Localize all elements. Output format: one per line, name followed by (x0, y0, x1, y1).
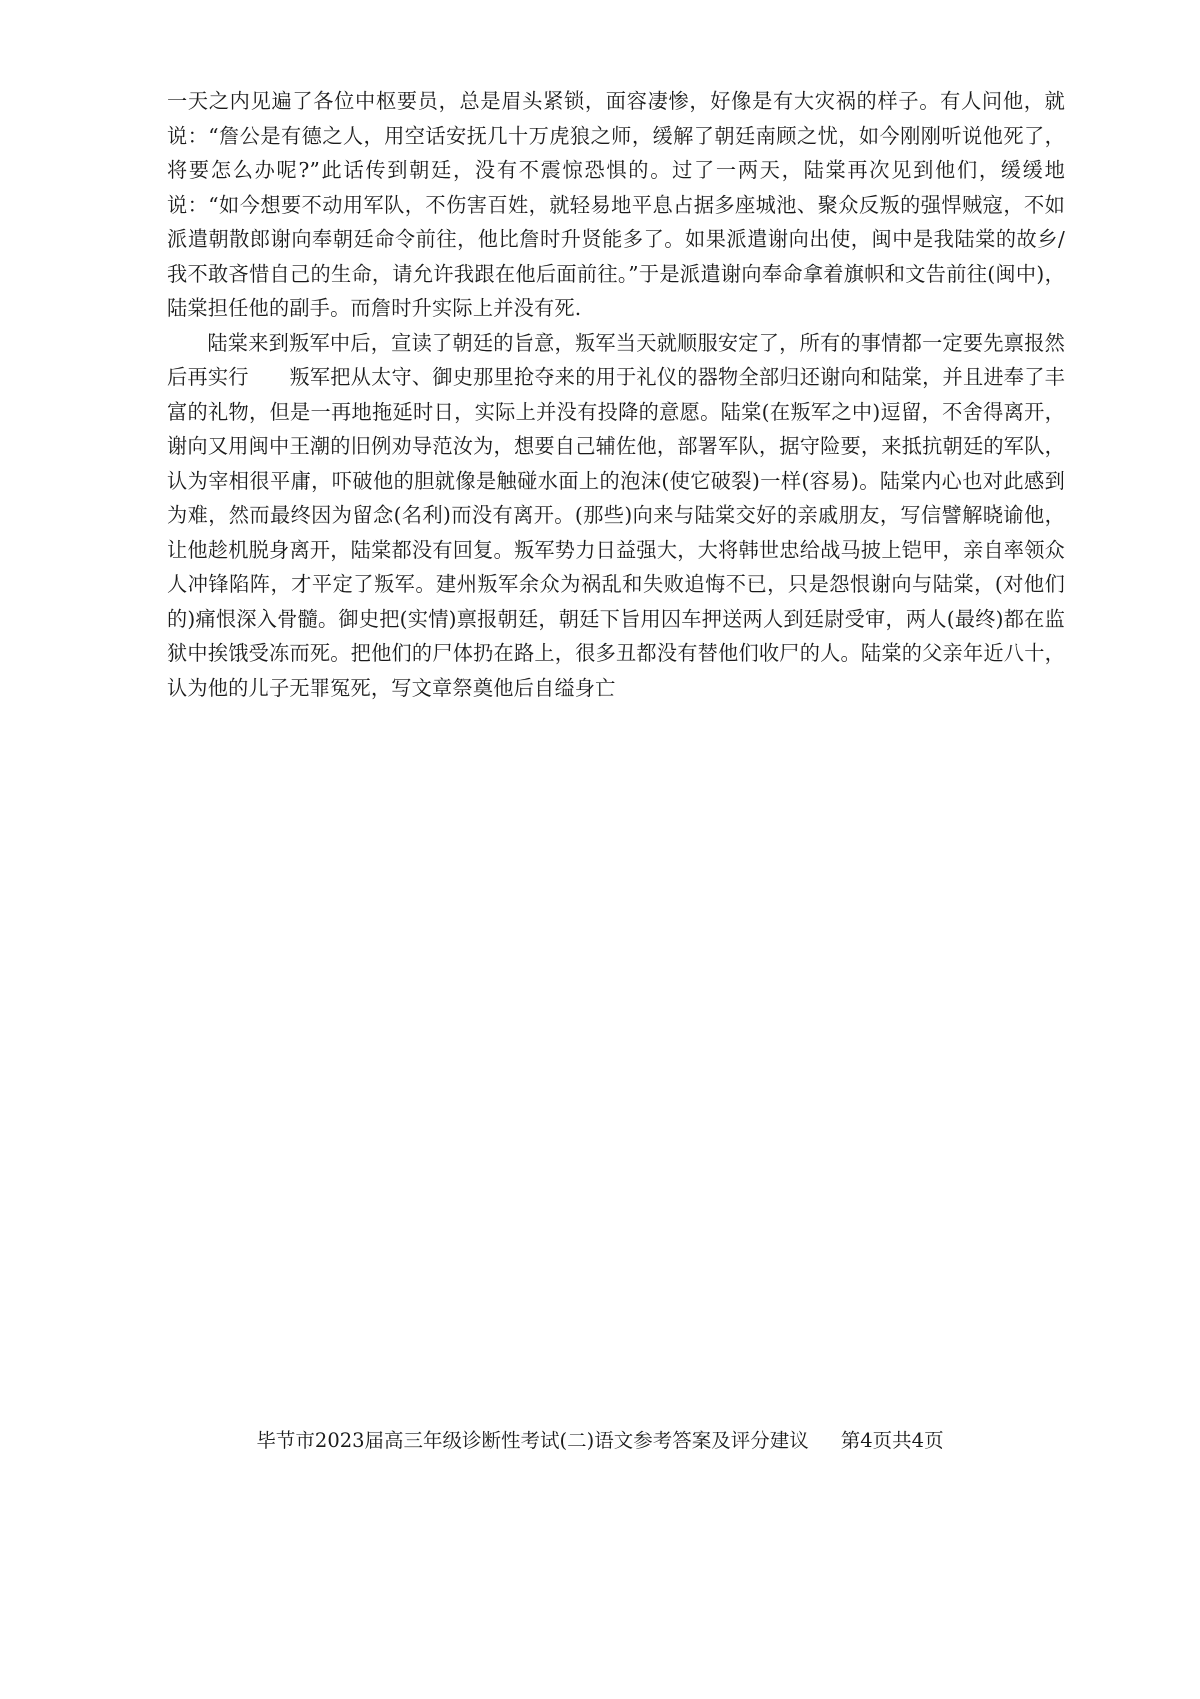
page-footer (0, 1427, 1200, 1455)
footer-page-number: 第4页共4页 (840, 1429, 944, 1452)
paragraph-1: 一天之内见遍了各位中枢要员，总是眉头紧锁，面容凄惨，好像是有大灾祸的样子。有人问他，就说：“詹公是有德之人，用空话安抚几十万虎狼之师，缓解了朝廷南顾之忧，如今刚刚听说他死了，将要怎么办呢?”此话传到朝廷，没有不震惊恐惧的。过了一两天，陆棠再次见到他们，缓缓地说：“如今想要不动用军队，不伤害百姓，就轻易地平息占据多座城池、聚众反叛的强悍贼寇，不如派遣朝散郎谢向奉朝廷命令前往，他比詹时升贤能多了。如果派遣谢向出使，闽中是我陆棠的故乡/我不敢吝惜自己的生命，请允许我跟在他后面前往。”于是派遣谢向奉命拿着旗帜和文告前往(闽中)，陆棠担任他的副手。而詹时升实际上并没有死. (167, 89, 1065, 320)
footer-title: 毕节市2023届高三年级诊断性考试(二)语文参考答案及评分建议 (256, 1429, 809, 1452)
answer-body-text (167, 84, 1065, 705)
paragraph-2: 陆棠来到叛军中后，宣读了朝廷的旨意，叛军当天就顺服安定了，所有的事情都一定要先禀报然后再实行 叛军把从太守、御史那里抢夺来的用于礼仪的器物全部归还谢向和陆棠，并且进奉了丰富的礼物，但是一再地拖延时日，实际上并没有投降的意愿。陆棠(在叛军之中)逗留，不舍得离开，谢向又用闽中王潮的旧例劝导范汝为，想要自己辅佐他，部署军队，据守险要，来抵抗朝廷的军队，认为宰相很平庸，吓破他的胆就像是触碰水面上的泡沫(使它破裂)一样(容易)。陆棠内心也对此感到为难，然而最终因为留念(名利)而没有离开。(那些)向来与陆棠交好的亲戚朋友，写信譬解晓谕他，让他趁机脱身离开，陆棠都没有回复。叛军势力日益强大，大将韩世忠给战马披上铠甲，亲自率领众人冲锋陷阵，才平定了叛军。建州叛军余众为祸乱和失败追悔不已，只是怨恨谢向与陆棠，(对他们的)痛恨深入骨髓。御史把(实情)禀报朝廷，朝廷下旨用囚车押送两人到廷尉受审，两人(最终)都在监狱中挨饿受冻而死。把他们的尸体扔在路上，很多丑都没有替他们收尸的人。陆棠的父亲年近八十，认为他的儿子无罪冤死，写文章祭奠他后自缢身亡 (167, 330, 1065, 700)
